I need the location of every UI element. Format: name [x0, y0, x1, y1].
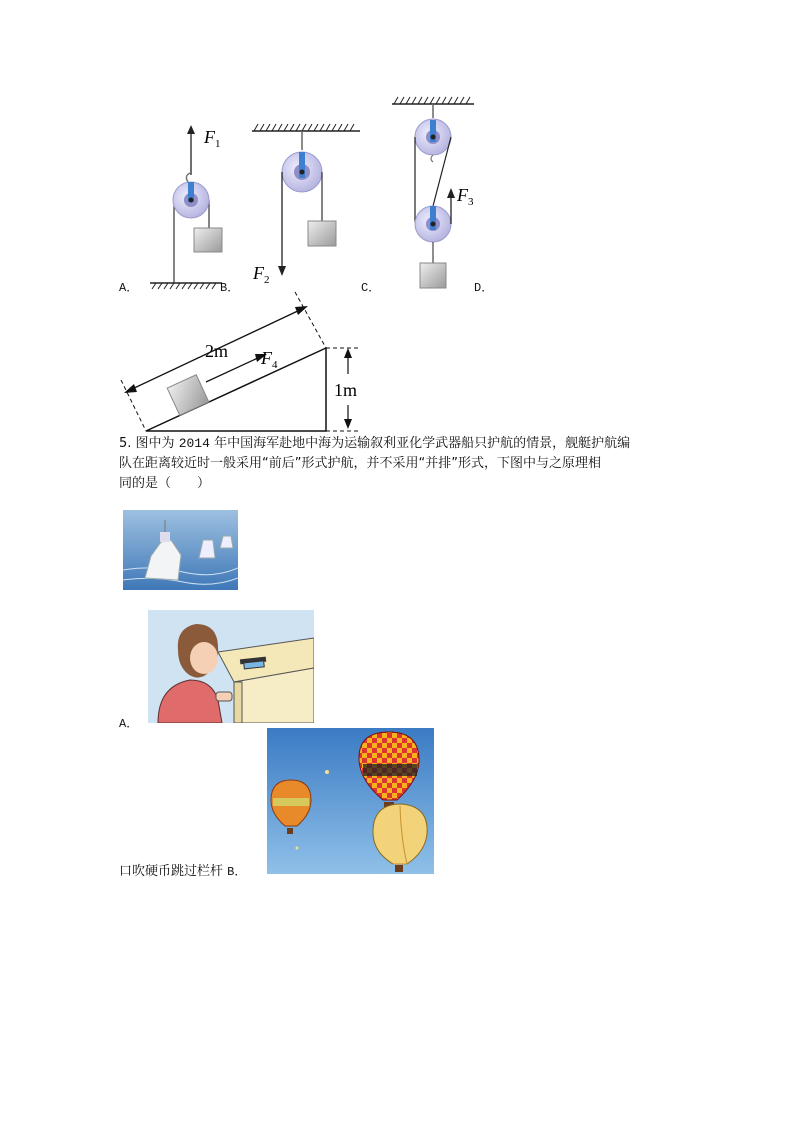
option-b-label: B． [220, 281, 240, 295]
warships-photo [123, 510, 238, 590]
figure-b-pulley [252, 124, 360, 286]
girl-blowing-coin-image [148, 610, 314, 723]
figure-d-pulley-block [392, 97, 474, 288]
option-c-label: C． [361, 281, 381, 295]
option-d-label: D． [474, 281, 494, 295]
question-5-line-1: 5. 图中为 2014 年中国海军赴地中海为运输叙利亚化学武器船只护航的情景，舰艇护航编 [119, 436, 631, 451]
answer-a-caption: 口吹硬币跳过栏杆 B． [119, 864, 247, 879]
question-5 [119, 434, 679, 494]
hot-air-balloons-image [267, 728, 434, 874]
f1-label: $F_1$ [204, 127, 221, 150]
height-label: 1m [334, 380, 358, 400]
option-a-label: A． [119, 281, 139, 295]
f3-label: $F_3$ [457, 185, 474, 208]
f4-label: $F_4$ [261, 348, 278, 371]
answer-b-label: B． [227, 865, 247, 879]
incline-figure [110, 290, 370, 440]
length-label: 2m [205, 341, 229, 361]
f2-label: $F_2$ [253, 263, 270, 286]
question-5-line-2: 队在距离较近时一般采用“前后”形式护航，并不采用“并排”形式，下图中与之原理相 [119, 456, 601, 471]
answer-a-label: A． [119, 717, 139, 731]
question-5-line-3: 同的是（ ） [119, 476, 211, 491]
figure-a-pulley [150, 125, 222, 289]
pulley-figures [0, 0, 794, 300]
